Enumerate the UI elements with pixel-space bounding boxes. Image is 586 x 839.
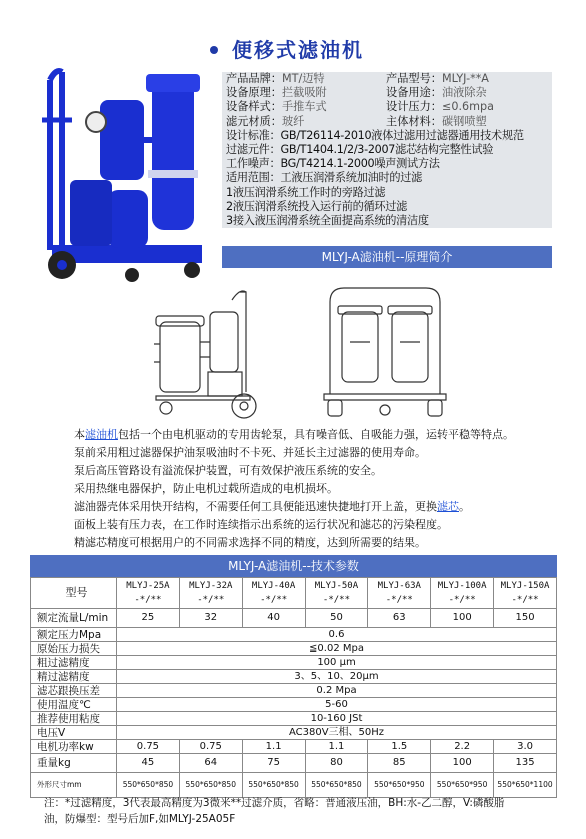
- principle-band: MLYJ-A滤油机--原理简介: [222, 246, 552, 268]
- spec-row: 滤元材质：玻纤 主体材料：碳钢喷塑: [226, 114, 487, 128]
- row-label: 使用温度℃: [31, 698, 117, 712]
- spec-noise: 工作噪声：BG/T4214.1-2000噪声测试方法: [226, 157, 440, 171]
- table-row: [31, 773, 557, 798]
- intro-line: 采用热继电器保护，防止电机过载所造成的电机损坏。: [74, 482, 338, 495]
- row-label: 额定流量L/min: [31, 609, 117, 628]
- table-row: [31, 726, 557, 740]
- row-label: 外形尺寸mm: [31, 773, 117, 798]
- table-cell: 1.1: [305, 740, 368, 754]
- table-cell: 75: [242, 754, 305, 773]
- table-cell: 32: [179, 609, 242, 628]
- table-cell: 0.75: [179, 740, 242, 754]
- row-label: 型号: [31, 578, 117, 609]
- scope-item: 1液压润滑系统工作时的旁路过滤: [226, 185, 386, 199]
- table-row: [31, 656, 557, 670]
- table-cell: 550*650*850: [242, 773, 305, 798]
- table-cell: AC380V三相、50Hz: [117, 726, 557, 740]
- table-row: [31, 712, 557, 726]
- row-label: 滤芯跟换压差: [31, 684, 117, 698]
- front-view-diagram: [310, 282, 460, 422]
- row-label: 推荐使用粘度: [31, 712, 117, 726]
- filter-element-link[interactable]: 滤芯: [437, 500, 459, 513]
- table-cell: 64: [179, 754, 242, 773]
- table-cell: 40: [242, 609, 305, 628]
- spec-filter-element: 过滤元件：GB/T1404.1/2/3-2007滤芯结构完整性试验: [226, 143, 494, 157]
- table-row: [31, 578, 557, 609]
- model-header: MLYJ-150A -*/**: [494, 578, 557, 609]
- page-title: 便移式滤油机: [210, 34, 364, 63]
- table-row: [31, 670, 557, 684]
- table-row: [31, 740, 557, 754]
- tech-params-band: MLYJ-A滤油机--技术参数: [30, 555, 557, 577]
- table-cell: 550*650*850: [179, 773, 242, 798]
- model-header: MLYJ-32A -*/**: [179, 578, 242, 609]
- table-cell: 63: [368, 609, 431, 628]
- intro-line: 滤油器壳体采用快开结构，不需要任何工具便能迅速快捷地打开上盖，更换滤芯。: [74, 500, 470, 513]
- scope-item: 2液压润滑系统投入运行前的循环过滤: [226, 199, 408, 213]
- spec-row: 设备样式：手推车式 设计压力：≤0.6mpa: [226, 100, 494, 114]
- spec-row: 产品品牌：MT/迈特 产品型号：MLYJ-**A: [226, 72, 489, 85]
- row-label: 原始压力损失: [31, 642, 117, 656]
- table-cell: 80: [305, 754, 368, 773]
- table-cell: 5-60: [117, 698, 557, 712]
- table-cell: 50: [305, 609, 368, 628]
- intro-text: [74, 426, 564, 552]
- table-row: [31, 684, 557, 698]
- table-cell: ≦0.02 Mpa: [117, 642, 557, 656]
- table-row: [31, 609, 557, 628]
- table-row: [31, 754, 557, 773]
- table-cell: 150: [494, 609, 557, 628]
- table-cell: 0.2 Mpa: [117, 684, 557, 698]
- table-cell: 550*650*950: [431, 773, 494, 798]
- table-cell: 100 μm: [117, 656, 557, 670]
- table-cell: 0.75: [117, 740, 180, 754]
- table-cell: 3.0: [494, 740, 557, 754]
- table-cell: 85: [368, 754, 431, 773]
- intro-line: 泵前采用粗过滤器保护油泵吸油时不卡死、并延长主过滤器的使用寿命。: [74, 446, 426, 459]
- scope-item: 3接入液压润滑系统全面提高系统的清洁度: [226, 214, 429, 228]
- model-header: MLYJ-100A -*/**: [431, 578, 494, 609]
- side-view-diagram: [150, 282, 270, 422]
- table-cell: 1.5: [368, 740, 431, 754]
- intro-line: 泵后高压管路设有溢流保护装置，可有效保护液压系统的安全。: [74, 464, 382, 477]
- spec-panel: [222, 72, 552, 228]
- table-cell: 100: [431, 609, 494, 628]
- table-row: [31, 698, 557, 712]
- row-label: 精过滤精度: [31, 670, 117, 684]
- table-cell: 3、5、10、20μm: [117, 670, 557, 684]
- spec-row: 设备原理：拦截吸附 设备用途：油液除杂: [226, 86, 487, 100]
- model-header: MLYJ-63A -*/**: [368, 578, 431, 609]
- table-cell: 135: [494, 754, 557, 773]
- table-cell: 550*650*1100: [494, 773, 557, 798]
- row-label: 电机功率kw: [31, 740, 117, 754]
- oil-filter-link[interactable]: 滤油机: [85, 428, 118, 441]
- table-cell: 100: [431, 754, 494, 773]
- table-cell: 10-160 JSt: [117, 712, 557, 726]
- model-header: MLYJ-50A -*/**: [305, 578, 368, 609]
- intro-line: 本滤油机包括一个由电机驱动的专用齿轮泵，具有噪音低、自吸能力强，运转平稳等特点。: [74, 428, 514, 441]
- table-row: [31, 628, 557, 642]
- table-cell: 25: [117, 609, 180, 628]
- spec-scope: 适用范围：工液压润滑系统加油时的过滤: [226, 171, 422, 185]
- table-cell: 0.6: [117, 628, 557, 642]
- product-photo: [22, 60, 212, 290]
- model-header: MLYJ-25A -*/**: [117, 578, 180, 609]
- table-cell: 550*650*950: [368, 773, 431, 798]
- row-label: 重量kg: [31, 754, 117, 773]
- table-cell: 1.1: [242, 740, 305, 754]
- intro-line: 面板上装有压力表，在工作时连续指示出系统的运行状况和滤芯的污染程度。: [74, 518, 448, 531]
- model-header: MLYJ-40A -*/**: [242, 578, 305, 609]
- row-label: 粗过滤精度: [31, 656, 117, 670]
- table-cell: 550*650*850: [305, 773, 368, 798]
- tech-params-table: [30, 577, 557, 798]
- table-cell: 45: [117, 754, 180, 773]
- table-cell: 550*650*850: [117, 773, 180, 798]
- footnote: 注：*过滤精度，3代表最高精度为3微米**过滤介质，省略：普通液压油，BH:水-乙二醇，V:磷酸脂 油，防爆型：型号后加F,如MLYJ-25A05F: [44, 797, 505, 825]
- spec-design-standard: 设计标准：GB/T26114-2010液体过滤用过滤器通用技术规范: [226, 128, 524, 142]
- bullet-icon: [210, 46, 218, 54]
- table-cell: 2.2: [431, 740, 494, 754]
- row-label: 电压V: [31, 726, 117, 740]
- table-row: [31, 642, 557, 656]
- intro-line: 精滤芯精度可根据用户的不同需求选择不同的精度，达到所需要的结果。: [74, 536, 426, 549]
- row-label: 额定压力Mpa: [31, 628, 117, 642]
